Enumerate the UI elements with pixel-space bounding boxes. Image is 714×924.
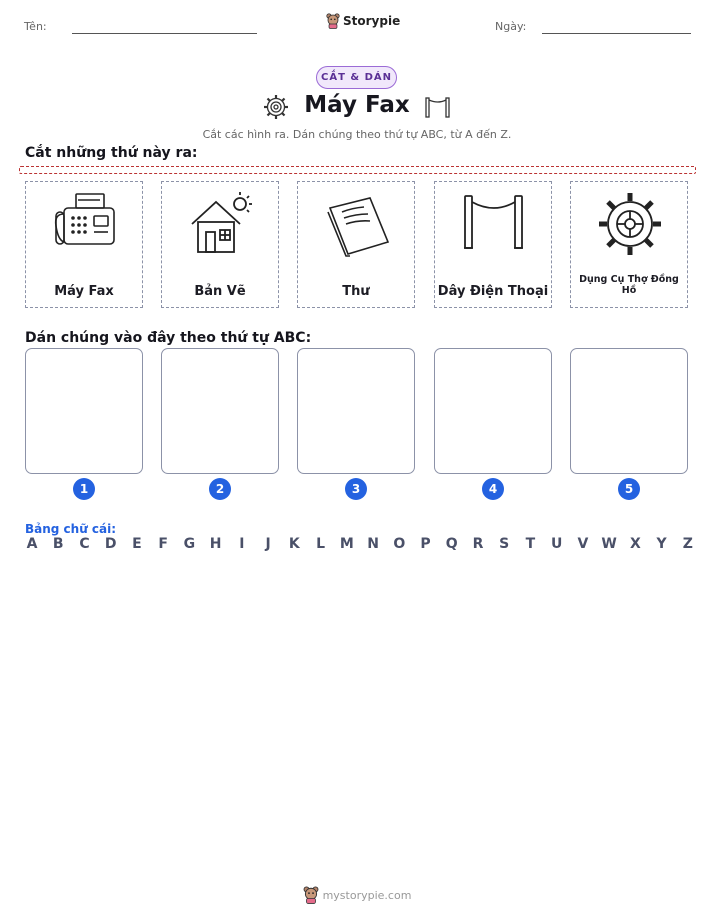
order-number-3: 3 — [345, 478, 367, 500]
cutout-card-letter[interactable] — [297, 181, 415, 308]
card-label: Máy Fax — [54, 284, 114, 299]
cutout-card-phone-line[interactable] — [434, 181, 552, 308]
alphabet-letter: R — [472, 536, 484, 552]
alphabet-letter: I — [239, 536, 245, 552]
house-drawing-icon — [186, 190, 256, 260]
cutout-card-watchmaker-tool[interactable] — [570, 181, 688, 308]
order-number-5: 5 — [618, 478, 640, 500]
fax-machine-icon — [50, 190, 120, 260]
order-number-1: 1 — [73, 478, 95, 500]
alphabet-letter: W — [601, 536, 617, 552]
alphabet-letter: T — [525, 536, 536, 552]
date-line — [542, 33, 691, 34]
alphabet-letter: J — [265, 536, 271, 552]
card-label: Thư — [342, 284, 370, 299]
phone-line-icon — [459, 190, 529, 260]
alphabet-letter: P — [420, 536, 431, 552]
paste-section-heading: Dán chúng vào đây theo thứ tự ABC: — [25, 330, 312, 346]
alphabet-letter: Q — [445, 536, 458, 552]
alphabet-heading: Bảng chữ cái: — [25, 522, 117, 536]
alphabet-letter: L — [316, 536, 326, 552]
alphabet-letter: S — [499, 536, 510, 552]
cutout-card-drawing[interactable] — [161, 181, 279, 308]
cut-line — [19, 166, 696, 174]
alphabet-letter: Y — [656, 536, 667, 552]
instructions: Cắt các hình ra. Dán chúng theo thứ tự ABC, từ A đến Z. — [202, 128, 512, 141]
alphabet-letter: X — [629, 536, 641, 552]
paste-box-1[interactable] — [25, 348, 143, 474]
alphabet-letter: N — [367, 536, 379, 552]
alphabet-letter: M — [339, 536, 354, 552]
alphabet-letter: Z — [682, 536, 693, 552]
footer-url: mystorypie.com — [322, 888, 412, 902]
brand-logo — [326, 13, 400, 29]
cut-paste-badge: CẮT & DÁN — [316, 66, 397, 89]
paste-box-3[interactable] — [297, 348, 415, 474]
bear-mascot-icon — [303, 886, 319, 904]
order-number-4: 4 — [482, 478, 504, 500]
paste-box-2[interactable] — [161, 348, 279, 474]
bear-mascot-icon — [326, 13, 340, 29]
order-number-2: 2 — [209, 478, 231, 500]
card-label: Bản Vẽ — [194, 284, 246, 299]
cut-section-heading: Cắt những thứ này ra: — [25, 145, 198, 161]
name-line — [72, 33, 257, 34]
alphabet-letter: V — [577, 536, 589, 552]
alphabet-letter: E — [132, 536, 142, 552]
footer — [0, 886, 714, 904]
alphabet-letter: A — [26, 536, 38, 552]
alphabet-letter: C — [79, 536, 90, 552]
alphabet-letter: B — [52, 536, 64, 552]
alphabet-letter: U — [551, 536, 563, 552]
alphabet-letter: H — [209, 536, 222, 552]
paste-box-4[interactable] — [434, 348, 552, 474]
cutout-card-fax[interactable] — [25, 181, 143, 308]
alphabet-letter: F — [158, 536, 168, 552]
card-label: Dây Điện Thoại — [437, 284, 549, 299]
alphabet-letter: G — [183, 536, 196, 552]
alphabet-row — [24, 536, 696, 552]
page-title: Máy Fax — [304, 92, 410, 118]
paste-box-5[interactable] — [570, 348, 688, 474]
letter-book-icon — [322, 190, 392, 260]
gear-icon — [595, 190, 665, 260]
phone-line-title-icon — [424, 95, 452, 119]
date-label: Ngày: — [495, 20, 527, 33]
card-label: Dụng Cụ Thợ Đồng Hồ — [579, 274, 679, 296]
brand-name: Storypie — [343, 14, 401, 28]
alphabet-letter: D — [104, 536, 117, 552]
name-label: Tên: — [24, 20, 47, 33]
alphabet-letter: O — [393, 536, 406, 552]
alphabet-letter: K — [288, 536, 300, 552]
